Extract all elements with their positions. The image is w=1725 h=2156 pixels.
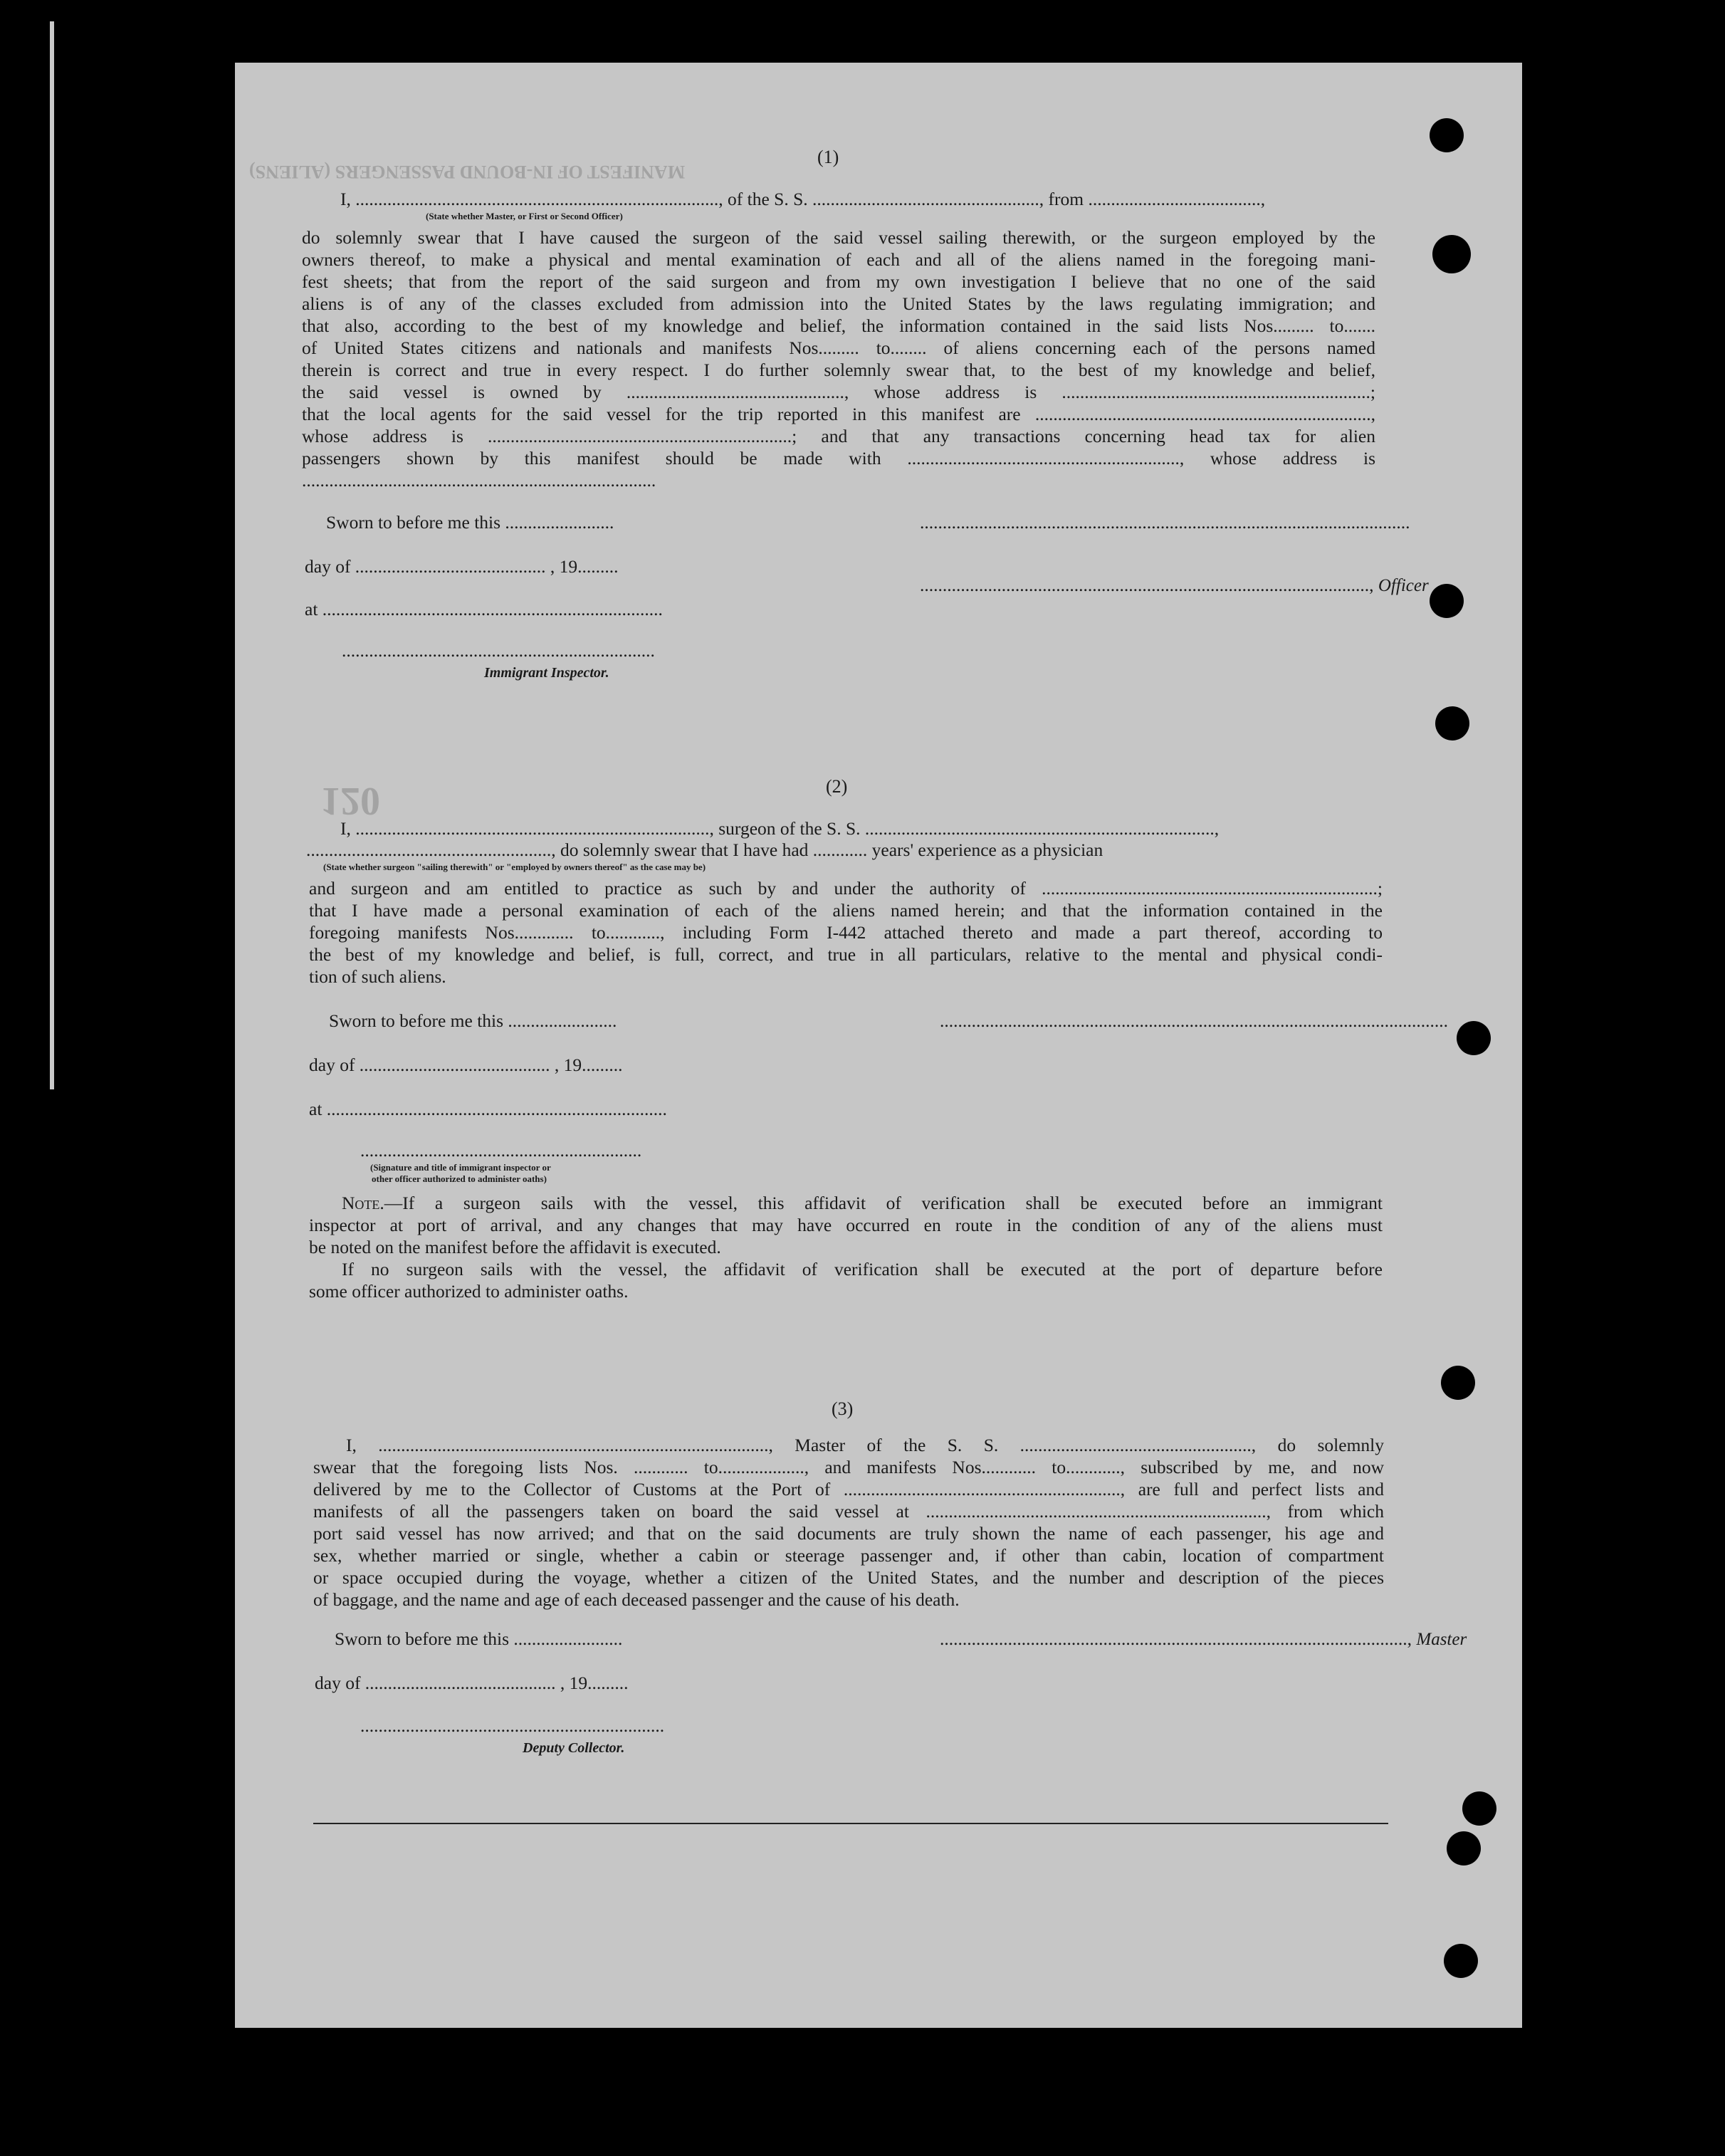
section-1-day-of: day of .......................................... , 19......... — [305, 556, 619, 577]
section-3-sworn: Sworn to before me this ........................ — [335, 1628, 623, 1649]
sig-caption-line: other officer authorized to administer oaths) — [372, 1173, 547, 1184]
section-1-line: do solemnly swear that I have caused the surgeon of the said vessel sailing therewith, or the surgeon employed by the — [302, 227, 1375, 248]
note-label: Note. — [342, 1193, 384, 1213]
bleed-through-header: MANIFEST OF IN-BOUND PASSENGERS (ALIENS) — [249, 162, 686, 182]
section-2-sig-caption — [370, 1162, 551, 1185]
section-1-line: that also, according to the best of my knowledge and belief, the information contained in the said lists Nos......... to....... — [302, 315, 1375, 336]
binder-hole — [1462, 1791, 1496, 1826]
section-2-day-of: day of .......................................... , 19......... — [309, 1055, 623, 1075]
section-1-intro: I, ................................................................................, of the S. S. .................................................., from ......................................, — [340, 189, 1266, 209]
binder-hole — [1447, 1831, 1481, 1865]
binder-hole — [1430, 584, 1464, 618]
section-1-line: the said vessel is owned by ................................................, whose address is ....................................................................; — [302, 382, 1375, 402]
section-1-line: aliens is of any of the classes excluded from admission into the United States by the laws regulating immigration; and — [302, 293, 1375, 314]
section-3-line: sex, whether married or single, whether a cabin or steerage passenger and, if other than cabin, location of compartment — [313, 1545, 1384, 1566]
section-2-note — [309, 1192, 1383, 1302]
section-1-trailing-dots: .............................................................................. — [302, 470, 656, 491]
binder-hole — [1444, 1944, 1478, 1978]
section-1-line: that the local agents for the said vessel for the trip reported in this manifest are .........................................................................., — [302, 404, 1375, 424]
section-2-sig-dots: .............................................................. — [360, 1140, 642, 1161]
section-2-line2: ......................................................, do solemnly swear that I have had ............ years' experience as a physician — [306, 839, 1103, 860]
section-3-line: delivered by me to the Collector of Customs at the Port of ............................................................., are full and perfect lists and — [313, 1479, 1384, 1500]
note-line: inspector at port of arrival, and any changes that may have occurred en route in the condition of any of the aliens must — [309, 1215, 1383, 1235]
section-1-intro-caption: (State whether Master, or First or Second Officer) — [426, 211, 623, 221]
section-1-line: fest sheets; that from the report of the said surgeon and from my own investigation I believe that no one of the said — [302, 271, 1375, 292]
section-2-caption: (State whether surgeon "sailing therewith" or "employed by owners thereof" as the case may be) — [323, 862, 706, 872]
section-2-line: and surgeon and am entitled to practice as such by and under the authority of ..........................................................................; — [309, 878, 1383, 899]
section-2-line: that I have made a personal examination of each of the aliens named herein; and that the information contained in the — [309, 900, 1383, 921]
sig-caption-line: (Signature and title of immigrant inspector or — [370, 1162, 551, 1173]
section-2-line: the best of my knowledge and belief, is full, correct, and true in all particulars, relative to the mental and physical condi- — [309, 944, 1383, 965]
section-1-inspector-dots: ..................................................................... — [342, 640, 655, 661]
manifest-page — [235, 63, 1522, 2028]
section-1-inspector-label: Immigrant Inspector. — [484, 665, 609, 681]
section-2-sworn: Sworn to before me this ........................ — [329, 1010, 617, 1031]
officer-label: Officer — [1378, 576, 1429, 595]
bleed-through-stamp: 120 — [320, 779, 380, 823]
section-3-line: of baggage, and the name and age of each deceased passenger and the cause of his death. — [313, 1589, 960, 1610]
section-3-line: or space occupied during the voyage, whether a citizen of the United States, and the number and description of the pieces — [313, 1567, 1384, 1588]
binder-hole — [1435, 706, 1469, 741]
section-3-line: manifests of all the passengers taken on board the said vessel at ..........................................................................., from which — [313, 1501, 1384, 1522]
section-2-sig-dots-right: ................................................................................................................ — [940, 1010, 1448, 1031]
section-1-sworn: Sworn to before me this ........................ — [326, 512, 614, 533]
note-line: some officer authorized to administer oaths. — [309, 1281, 629, 1302]
section-3-line: swear that the foregoing lists Nos. ............ to..................., and manifests Nos............ to............, subscribed by me, and now — [313, 1457, 1384, 1477]
binder-hole — [1457, 1021, 1491, 1055]
note-line: be noted on the manifest before the affidavit is executed. — [309, 1237, 721, 1257]
note-line — [309, 1192, 1383, 1214]
section-1-line: therein is correct and true in every respect. I do further solemnly swear that, to the best of my knowledge and belief, — [302, 360, 1375, 380]
section-3-line: port said vessel has now arrived; and that on the said documents are truly shown the name of each passenger, his age and — [313, 1523, 1384, 1544]
section-1-officer-line — [920, 574, 1429, 597]
officer-dots: ..................................................................................................., — [920, 575, 1378, 595]
binder-hole — [1430, 118, 1464, 152]
margin-edge — [50, 21, 54, 1089]
section-3-collector-dots: ................................................................... — [360, 1715, 665, 1736]
section-1-at: at ........................................................................... — [305, 599, 663, 619]
section-3-master-line — [940, 1628, 1467, 1650]
section-1-line: passengers shown by this manifest should be made with ............................................................, whose address is — [302, 448, 1375, 469]
section-1-number: (1) — [817, 147, 839, 167]
section-3-line: I, ......................................................................................, Master of the S. S. ..................................................., do solemnly — [346, 1435, 1384, 1455]
section-2-line1: I, .............................................................................., surgeon of the S. S. ............................................................................., — [340, 818, 1220, 839]
note-line: If no surgeon sails with the vessel, the affidavit of verification shall be executed at the port of departure before — [342, 1259, 1383, 1280]
section-2-body — [309, 877, 1383, 988]
note-text: —If a surgeon sails with the vessel, this affidavit of verification shall be executed before an immigrant — [384, 1193, 1383, 1213]
binder-hole — [1432, 235, 1471, 273]
section-2-line: tion of such aliens. — [309, 966, 446, 987]
master-label: Master — [1416, 1630, 1467, 1649]
section-3-body — [313, 1434, 1384, 1611]
section-3-collector-label: Deputy Collector. — [523, 1740, 625, 1756]
section-1-line: whose address is ...................................................................; and that any transactions concerning head tax for alien — [302, 426, 1375, 446]
section-2-number: (2) — [826, 776, 848, 797]
section-1-body — [302, 226, 1375, 491]
master-dots: ......................................................................................................., — [940, 1628, 1412, 1649]
section-1-line: owners thereof, to make a physical and mental examination of each and all of the aliens named in the foregoing mani- — [302, 249, 1375, 270]
binder-hole — [1441, 1366, 1475, 1400]
section-3-number: (3) — [832, 1398, 854, 1419]
section-2-at: at ........................................................................... — [309, 1099, 667, 1119]
bottom-rule — [313, 1823, 1388, 1824]
section-3-day-of: day of .......................................... , 19......... — [315, 1673, 629, 1693]
section-1-line: of United States citizens and nationals and manifests Nos......... to........ of aliens concerning each of the persons named — [302, 337, 1375, 358]
section-1-officer-dots-top: ............................................................................................................ — [920, 512, 1410, 533]
section-2-line: foregoing manifests Nos............. to............, including Form I-442 attached thereto and made a part thereof, according to — [309, 922, 1383, 943]
